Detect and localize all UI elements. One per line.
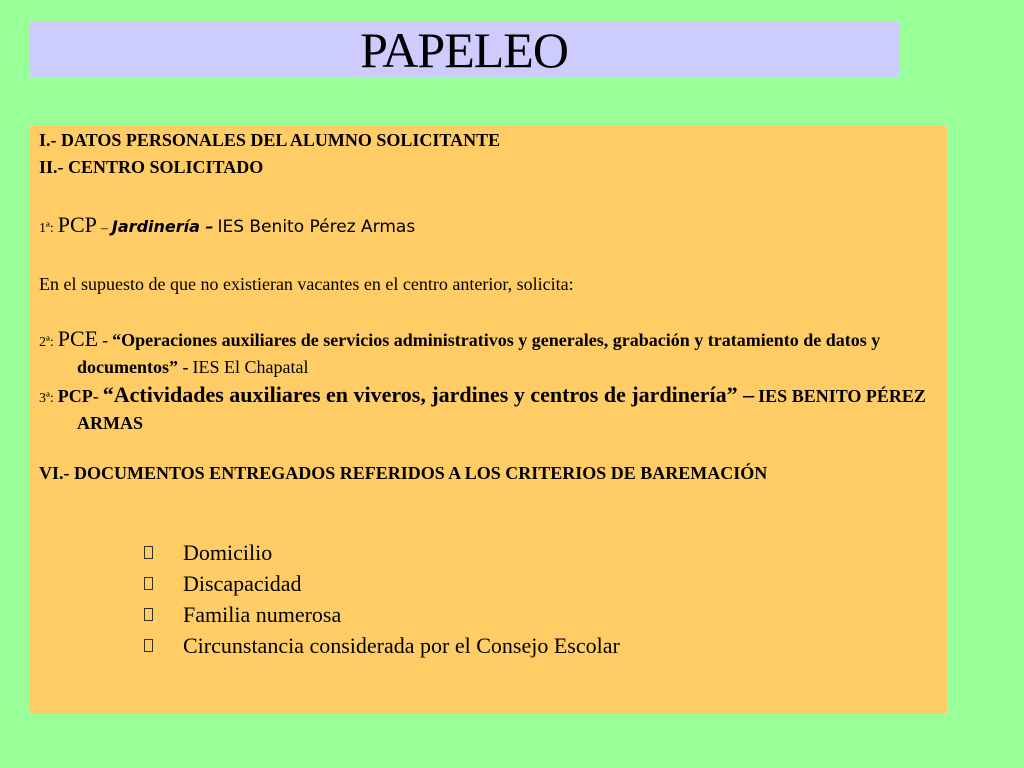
option-3-name: “Actividades auxiliares en viveros, jardines y centros de jardinería” – [102, 382, 755, 407]
option-3-ordinal: 3ª: [39, 391, 54, 406]
checkbox-icon [144, 546, 153, 559]
list-item: Familia numerosa [144, 599, 620, 630]
option-2 [39, 327, 933, 381]
option-1-center: IES Benito Pérez Armas [217, 217, 416, 237]
list-item: Discapacidad [144, 568, 620, 599]
option-2-center: IES El Chapatal [192, 357, 309, 377]
option-3-separator: - [92, 386, 99, 406]
title-banner [29, 21, 899, 77]
option-2-separator: - [102, 330, 109, 350]
section-centro-solicitado: II.- CENTRO SOLICITADO [39, 157, 264, 177]
fallback-note: En el supuesto de que no existieran vacantes en el centro anterior, solicita: [39, 274, 574, 294]
option-3-type: PCP [57, 386, 93, 406]
content-panel [29, 126, 947, 714]
option-2-type: PCE [57, 326, 99, 351]
page-title: PAPELEO [360, 22, 568, 78]
option-3-center: IES BENITO PÉREZ ARMAS [77, 386, 926, 433]
section-datos-personales: I.- DATOS PERSONALES DEL ALUMNO SOLICITANTE [39, 130, 501, 150]
documents-list [144, 537, 620, 661]
option-1-name: Jardinería – [111, 217, 214, 236]
list-item: Domicilio [144, 537, 620, 568]
option-1-type: PCP [57, 212, 97, 237]
option-3 [39, 383, 933, 437]
option-1 [39, 212, 933, 242]
checkbox-icon [144, 608, 153, 621]
list-item: Circunstancia considerada por el Consejo Escolar [144, 630, 620, 661]
option-1-ordinal: 1ª: [39, 221, 54, 236]
checkbox-icon [144, 639, 153, 652]
checkbox-icon [144, 577, 153, 590]
option-2-ordinal: 2ª: [39, 335, 54, 350]
section-documentos: VI.- DOCUMENTOS ENTREGADOS REFERIDOS A LOS CRITERIOS DE BAREMACIÓN [39, 463, 768, 483]
option-1-separator: – [100, 221, 108, 236]
option-2-name: “Operaciones auxiliares de servicios administrativos y generales, grabación y tratamiento de datos y documentos” - [77, 330, 881, 377]
